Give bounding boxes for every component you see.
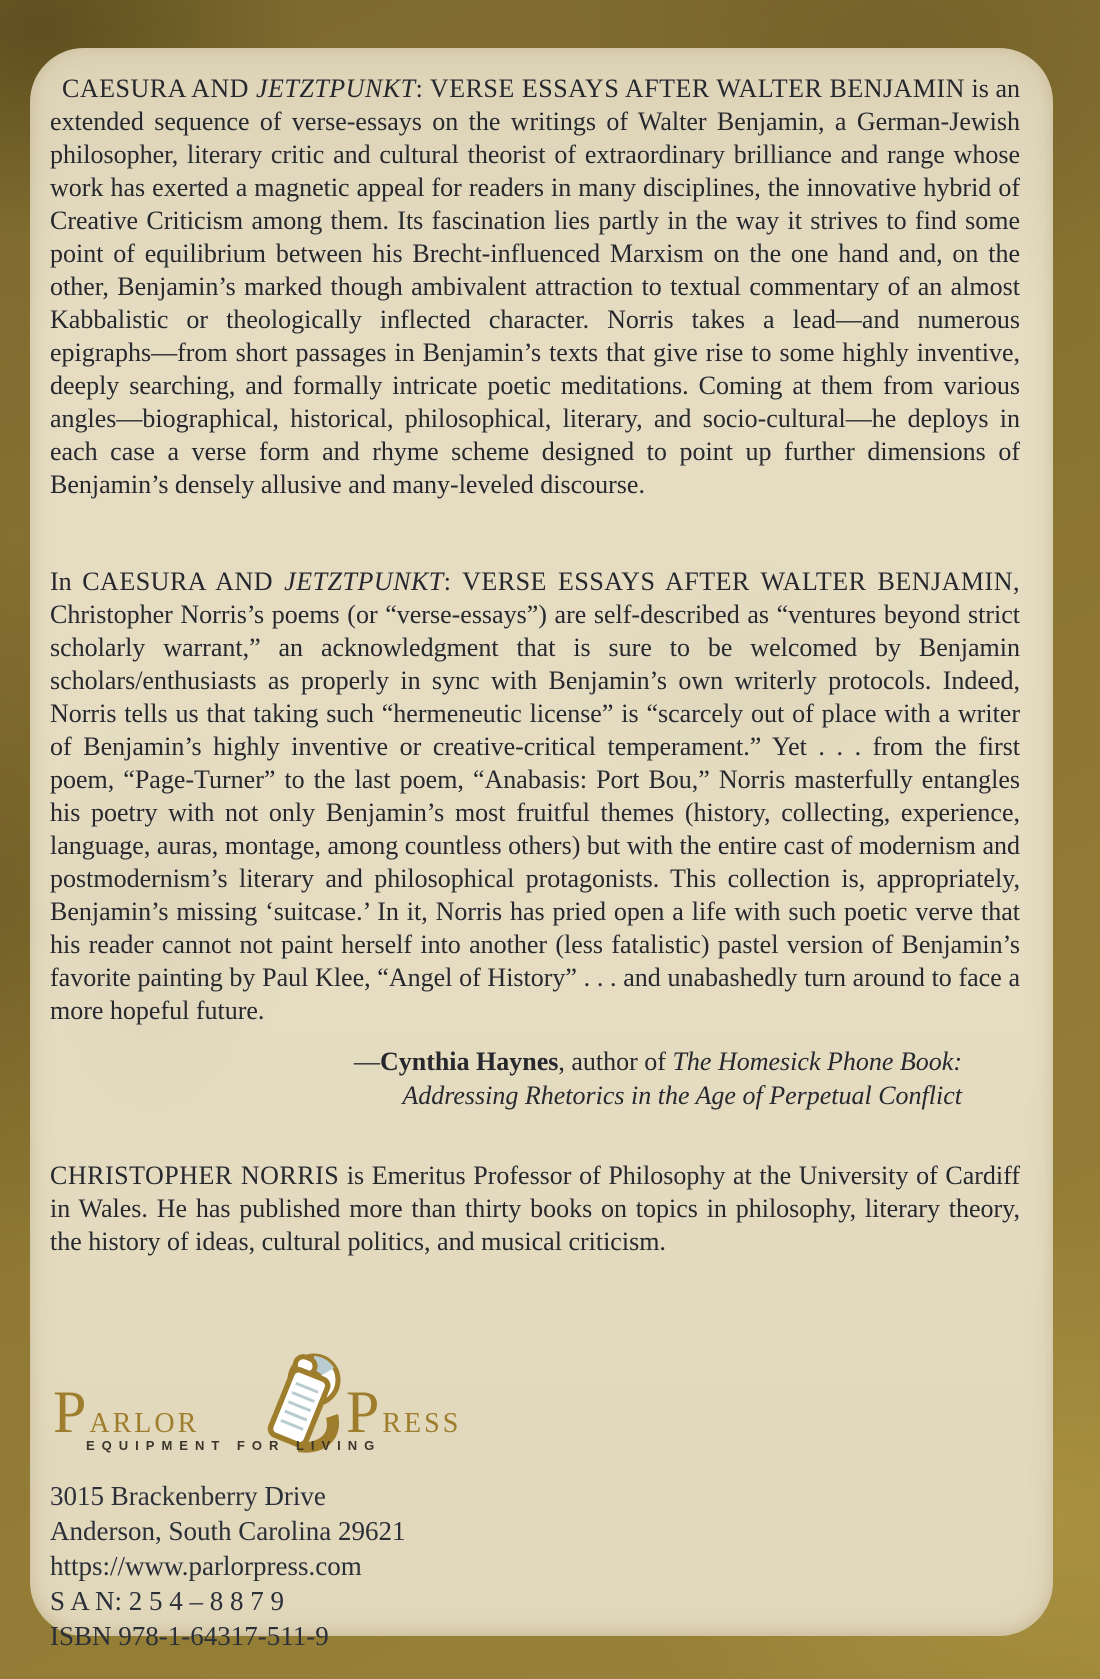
press-wordmark: Press (346, 1379, 462, 1445)
author-bio (50, 1159, 1020, 1258)
isbn-number: ISBN 978-1-64317-511-9 (50, 1621, 329, 1651)
attribution-dash: — (353, 1047, 380, 1076)
endorser-role: , author of (558, 1047, 673, 1076)
publisher-logo (50, 1270, 1020, 1475)
endorsement-body: Christopher Norris’s poems (or “verse-essays”) are self-described as “ventures beyond strict scholarly warrant,” an acknowledgment that is sure to be welcomed by Benjamin scholars/enthusiasts as properly in sync with Benjamin’s own writerly protocols. Indeed, Norris tells us that taking such “hermeneutic license” is “scarcely out of place with a writer of Benjamin’s highly inventive or creative-critical temperament.” Yet . . . from the first poem, “Page-Turner” to the last poem, “Anabasis: Port Bou,” Norris masterfully entangles his poetry with not only Benjamin’s most fruitful themes (history, collecting, experience, language, auras, montage, among countless others) but with the entire cast of modernism and postmodernism’s literary and philosophical protagonists. This collection is, appropriately, Benjamin’s missing ‘suitcase.’ In it, Norris has pried open a life with such poetic verve that his reader cannot not paint herself into another (less fatalistic) pastel version of Benjamin’s favorite painting by Paul Klee, “Angel of History” . . . and unabashedly turn around to face a more hopeful future. (50, 600, 1020, 1025)
endorsement-attribution (50, 1045, 1020, 1113)
book-description-body: is an extended sequence of verse-essays on the writings of Walter Benjamin, a German-Jewish philosopher, literary critic and cultural theorist of extraordinary brilliance and range whose work has exerted a magnetic appeal for readers in many disciplines, the innovative hybrid of Creative Criticism among them. Its fascination lies partly in the way it strives to find some point of equilibrium between his Brecht-influenced Marxism on the one hand and, on the other, Benjamin’s marked though ambivalent attraction to textual commentary of an almost Kabbalistic or theologically inflected character. Norris takes a lead—and numerous epigraphs—from short passages in Benjamin’s texts that give rise to some highly inventive, deeply searching, and formally intricate poetic meditations. Coming at them from various angles—biographical, historical, philosophical, literary, and socio-cultural—he deploys in each case a verse form and rhyme scheme designed to point up further dimensions of Benjamin’s densely allusive and many-leveled discourse. (50, 74, 1020, 499)
back-cover-panel (30, 48, 1053, 1651)
endorsement-subtitle-text: : VERSE ESSAYS AFTER WALTER BENJAMIN, (443, 567, 1020, 596)
book-title-italic: JETZTPUNKT (255, 74, 416, 103)
endorsement-title-italic: JETZTPUNKT (284, 567, 444, 596)
address-city: Anderson, South Carolina 29621 (50, 1516, 406, 1546)
website-url: https://www.parlorpress.com (50, 1551, 362, 1581)
endorsement-title-text: CAESURA AND (82, 567, 285, 596)
parlor-wordmark: Parlor (53, 1379, 200, 1445)
address-street: 3015 Brackenberry Drive (50, 1481, 326, 1511)
endorser-book-subtitle: Addressing Rhetorics in the Age of Perpetual Conflict (402, 1081, 962, 1110)
book-description (50, 72, 1020, 501)
attribution-line-1 (50, 1045, 962, 1079)
author-bio-body: is Emeritus Professor of Philosophy at the University of Cardiff in Wales. He has published more than thirty books on topics in philosophy, literary theory, the history of ideas, cultural politics, and musical criticism. (50, 1161, 1020, 1256)
publisher-tagline: EQUIPMENT FOR LIVING (86, 1438, 382, 1453)
publisher-address (50, 1479, 1020, 1654)
book-title-text: CAESURA AND (62, 74, 256, 103)
san-number: S A N: 2 5 4 – 8 8 7 9 (50, 1586, 285, 1616)
endorsement-intro: In (50, 567, 83, 596)
endorser-book-title: The Homesick Phone Book: (672, 1047, 962, 1076)
author-name: CHRISTOPHER NORRIS (50, 1161, 340, 1190)
endorser-name: Cynthia Haynes (379, 1047, 559, 1076)
endorsement-quote (50, 565, 1020, 1027)
book-subtitle-text: : VERSE ESSAYS AFTER WALTER BENJAMIN (415, 74, 965, 103)
